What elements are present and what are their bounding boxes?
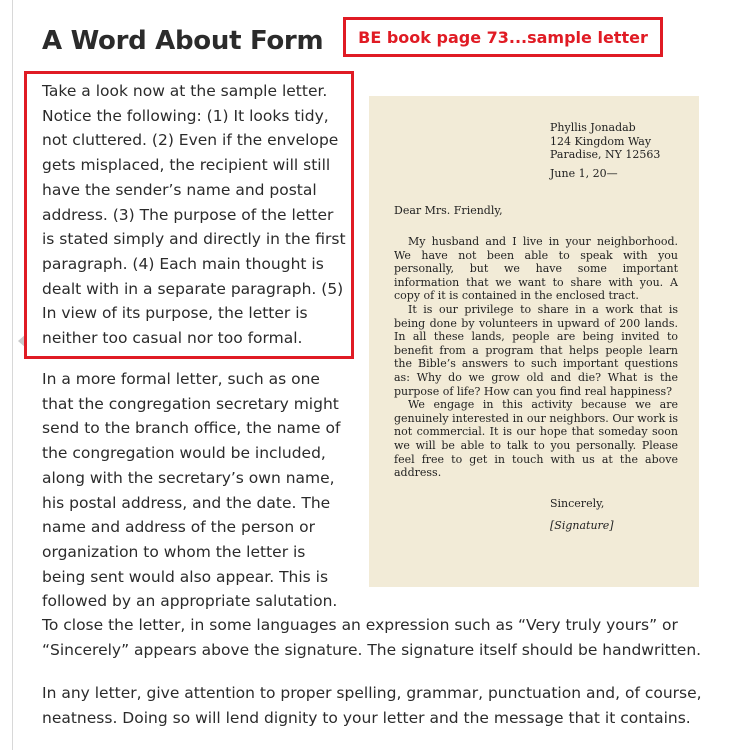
letter-paragraph: We engage in this activity because we are genuinely interested in our neighbors. Our work is not commercial. It is our hope that someday soon we will be able to talk to you personally. Please feel free to get in touch with us at the above address.	[394, 398, 678, 480]
paragraph-formal-letter: In a more formal letter, such as one that the congregation secretary might send to the branch office, the name of the congregation would be included, along with the secretary’s own name, his postal address, and the date. The name and address of the person or organization to whom the letter is being sent would also appear. This is followed by an appropriate salutation.	[42, 370, 341, 611]
sender-address	[550, 121, 660, 162]
sender-city: Paradise, NY 12563	[550, 148, 661, 162]
letter-signature: [Signature]	[550, 519, 614, 532]
letter-closing: Sincerely,	[550, 497, 605, 510]
sender-name: Phyllis Jonadab	[550, 121, 636, 134]
letter-body	[394, 235, 678, 480]
page-left-border	[12, 0, 13, 750]
paragraph-closing: To close the letter, in some languages an expression such as “Very truly yours” or “Sincerely” appears above the signature. The signature itself should be handwritten.	[42, 616, 702, 659]
letter-salutation: Dear Mrs. Friendly,	[394, 204, 503, 217]
page-title: A Word About Form	[42, 26, 324, 56]
sender-street: 124 Kingdom Way	[550, 134, 652, 148]
letter-paragraph: My husband and I live in your neighborhood. We have not been able to speak with you personally, but we have some important information that we want to share with you. A copy of it is contained in the enclosed tract.	[394, 235, 678, 303]
letter-paragraph: It is our privilege to share in a work that is being done by volunteers in upward of 200 lands. In all these lands, people are being invited to benefit from a program that helps people learn the Bible’s answers to such important questions as: Why do we grow old and die? What is the purpose of life? How can you find real happiness?	[394, 302, 678, 398]
paragraph-sample-letter: Take a look now at the sample letter. Notice the following: (1) It looks tidy, not cluttered. (2) Even if the envelope gets misplaced, the recipient will still have the sender’s name and postal address. (3) The purpose of the letter is stated simply and directly in the first paragraph. (4) Each main thought is dealt with in a separate paragraph. (5) In view of its purpose, the letter is neither too casual nor too formal.	[42, 82, 346, 348]
letter-date: June 1, 20—	[550, 167, 618, 180]
paragraph-any-letter: In any letter, give attention to proper spelling, grammar, punctuation and, of course, neatness. Doing so will lend dignity to your letter and the message that it contains.	[42, 684, 702, 727]
sample-letter-image	[369, 96, 699, 587]
annotation-label: BE book page 73...sample letter	[343, 17, 663, 57]
